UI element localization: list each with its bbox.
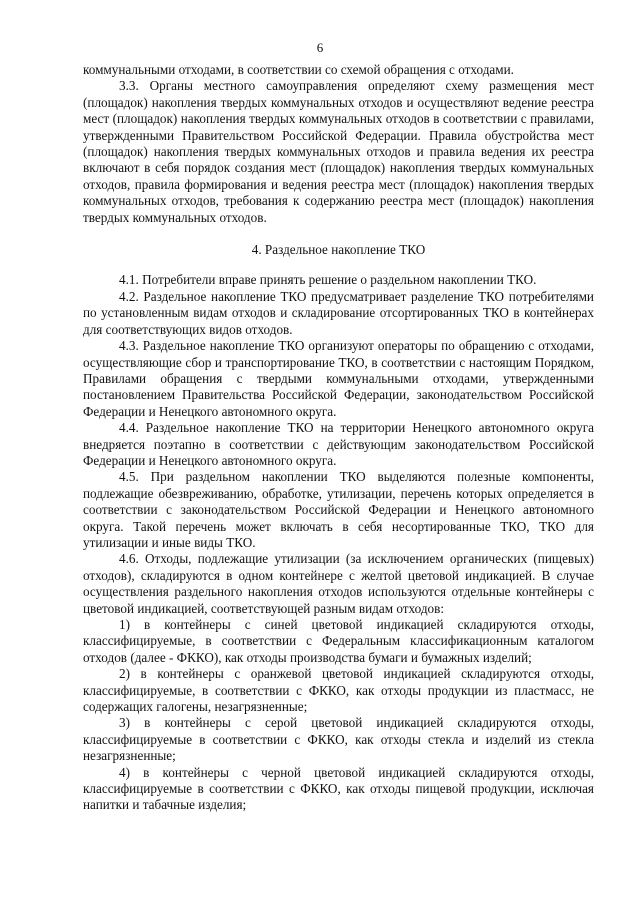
list-item-4: 4) в контейнеры с черной цветовой индикацией складируются отходы, классифицируемые в соответствии с ФККО, как отходы пищевой продукции, исключая напитки и табачные изделия; xyxy=(83,764,594,813)
paragraph-3-3: 3.3. Органы местного самоуправления определяют схему размещения мест (площадок) накопления твердых коммунальных отходов и осуществляют ведение реестра мест (площадок) накопления твердых коммунальных отходов в соответствии с правилами, утвержденными Правительством Российской Федерации. Правила обустройства мест (площадок) накопления твердых коммунальных отходов и правила ведения их реестра включают в себя порядок создания мест (площадок) накопления твердых коммунальных отходов, правила формирования и ведения реестра мест (площадок) накопления твердых коммунальных отходов, требования к содержанию реестра мест (площадок) накопления твердых коммунальных отходов. xyxy=(83,78,594,225)
page-number: 6 xyxy=(316,40,324,55)
paragraph-4-4: 4.4. Раздельное накопление ТКО на территории Ненецкого автономного округа внедряется поэтапно в соответствии с действующим законодательством Российской Федерации и Ненецкого автономного округа. xyxy=(83,420,594,468)
paragraph-4-6: 4.6. Отходы, подлежащие утилизации (за исключением органических (пищевых) отходов), складируются в одном контейнере с желтой цветовой индикацией. В случае осуществления раздельного накопления отходов используются отдельные контейнеры с цветовой индикацией, соответствующей разным видам отходов: xyxy=(83,551,594,616)
list-item-2: 2) в контейнеры с оранжевой цветовой индикацией складируются отходы, классифицируемые, в соответствии с ФККО, как отходы продукции из пластмасс, не содержащих галогены, незагрязненные; xyxy=(83,666,594,715)
paragraph-4-1: 4.1. Потребители вправе принять решение о раздельном накоплении ТКО. xyxy=(119,272,537,288)
list-item-1: 1) в контейнеры с синей цветовой индикацией складируются отходы, классифицируемые, в соответствии с Федеральным классификационным каталогом отходов (далее - ФККО), как отходы производства бумаги и бумажных изделий; xyxy=(83,617,594,665)
section-heading: 4. Раздельное накопление ТКО xyxy=(251,242,426,258)
paragraph-4-3: 4.3. Раздельное накопление ТКО организуют операторы по обращению с отходами, осуществляющие сбор и транспортирование ТКО, в соответствии с настоящим Порядком, Правилами обращения с твердыми коммунальными отходами, утвержденными постановлением Правительства Российской Федерации, законодательством Российской Федерации и Ненецкого автономного округа. xyxy=(83,338,594,419)
paragraph-4-5: 4.5. При раздельном накоплении ТКО выделяются полезные компоненты, подлежащие обезвреживанию, обработке, утилизации, перечень которых определяется в соответствии с законодательством Российской Федерации и Ненецкого автономного округа. Такой перечень может включать в себя несортированные ТКО, ТКО для утилизации и иные виды ТКО. xyxy=(83,469,594,550)
paragraph-4-2: 4.2. Раздельное накопление ТКО предусматривает разделение ТКО потребителями по установленным видам отходов и складирование отсортированных ТКО в контейнерах для соответствующих видов отходов. xyxy=(83,288,594,337)
paragraph-continuation: коммунальными отходами, в соответствии со схемой обращения с отходами. xyxy=(83,62,514,77)
document-body xyxy=(83,62,594,814)
list-item-3: 3) в контейнеры с серой цветовой индикацией складируются отходы, классифицируемые в соответствии с ФККО, как отходы стекла и изделий из стекла незагрязненные; xyxy=(83,715,594,764)
